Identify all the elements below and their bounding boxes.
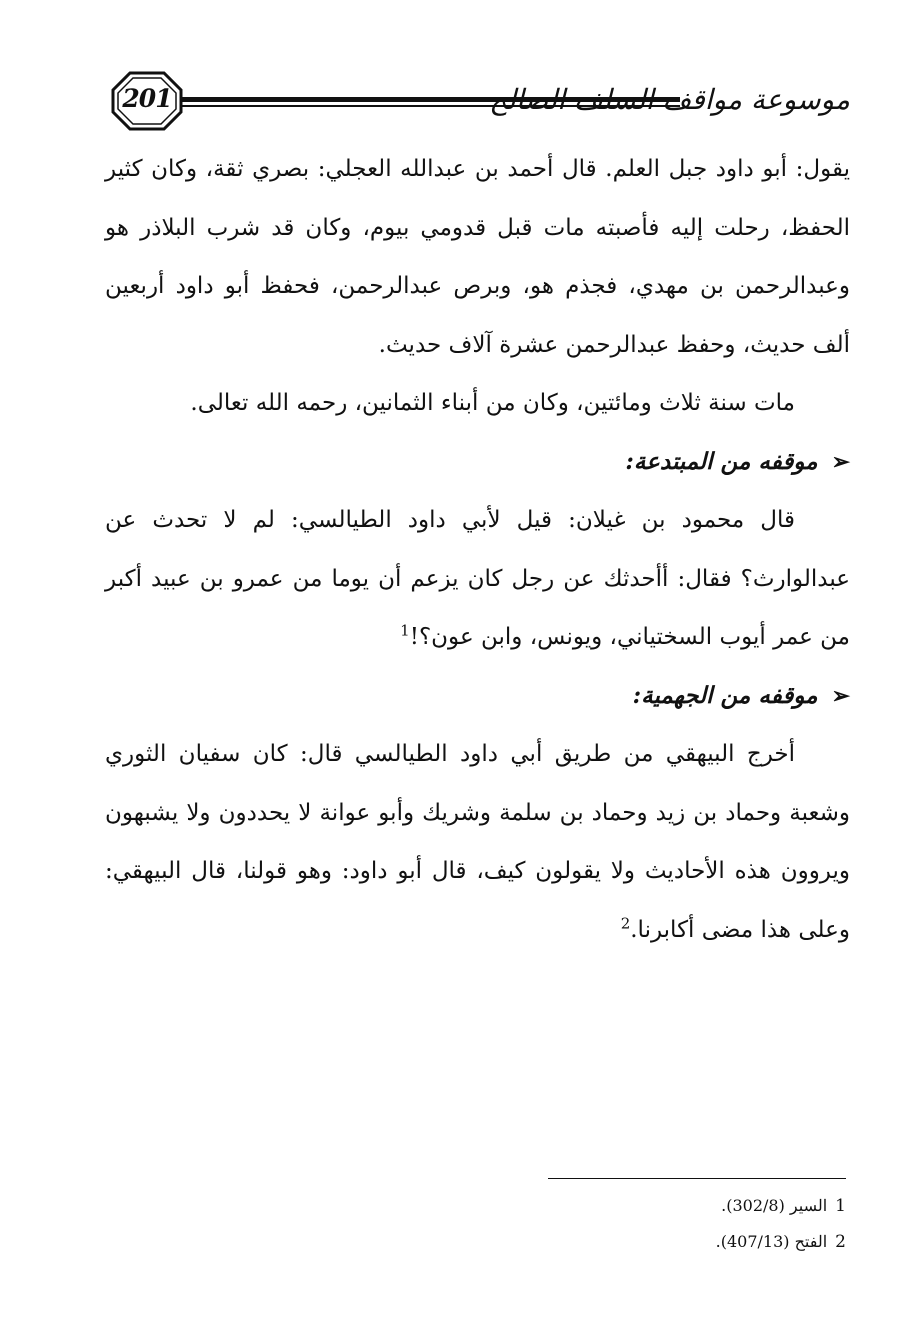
footnote-ref: 2 [620, 913, 631, 932]
footnote-divider [548, 1178, 846, 1179]
footnote-ref: 1 [400, 621, 410, 640]
footnote-item [548, 1188, 846, 1224]
footnote-number: 1 [835, 1196, 846, 1216]
footnote-item [548, 1224, 846, 1260]
page-header [110, 70, 850, 132]
arrow-bullet-icon: ➢ [831, 682, 850, 709]
paragraph-text: أخرج البيهقي من طريق أبي داود الطيالسي قال: كان سفيان الثوري وشعبة وحماد بن زيد وحماد بن سلمة وشريك وأبو عوانة لا يحددون ولا يشبهون ويروون هذه الأحاديث ولا يقولون كيف، قال أبو داود: وهو قولنا، قال البيهقي: وعلى هذا مضى أكابرنا. [105, 741, 850, 943]
arrow-bullet-icon: ➢ [831, 448, 850, 475]
section-heading-innovators [105, 433, 850, 492]
footnote-text: الفتح (407/13). [715, 1232, 828, 1251]
footnote-text: السير (302/8). [721, 1196, 828, 1215]
footnotes [548, 1188, 846, 1260]
page-body [105, 140, 850, 959]
paragraph-jahmiyya [105, 725, 850, 959]
footnote-number: 2 [835, 1232, 846, 1252]
page-number-badge [110, 70, 184, 132]
paragraph-death: مات سنة ثلاث ومائتين، وكان من أبناء الثمانين، رحمه الله تعالى. [190, 390, 795, 416]
paragraph-text: قال محمود بن غيلان: قيل لأبي داود الطيالسي: لم لا تحدث عن عبدالوارث؟ فقال: أأحدثك عن رجل كان يزعم أن يوما من عمرو بن عبيد أكبر من عمر أيوب السختياني، ويونس، وابن عون؟! [105, 507, 850, 650]
paragraph-innovators [105, 491, 850, 667]
series-title: موسوعة مواقف السلف الصالح [489, 83, 850, 116]
section-heading-text: موقفه من المبتدعة: [625, 447, 818, 475]
section-heading-text: موقفه من الجهمية: [632, 681, 818, 709]
page-number: 201 [122, 84, 172, 113]
paragraph-biography: يقول: أبو داود جبل العلم. قال أحمد بن عبدالله العجلي: بصري ثقة، وكان كثير الحفظ، رحلت إليه فأصبته مات قبل قدومي بيوم، وكان قد شرب البلاذر هو وعبدالرحمن بن مهدي، فجذم هو، وبرص عبدالرحمن، فحفظ أبو داود أربعين ألف حديث، وحفظ عبدالرحمن عشرة آلاف حديث. [105, 156, 850, 358]
section-heading-jahmiyya [105, 667, 850, 726]
